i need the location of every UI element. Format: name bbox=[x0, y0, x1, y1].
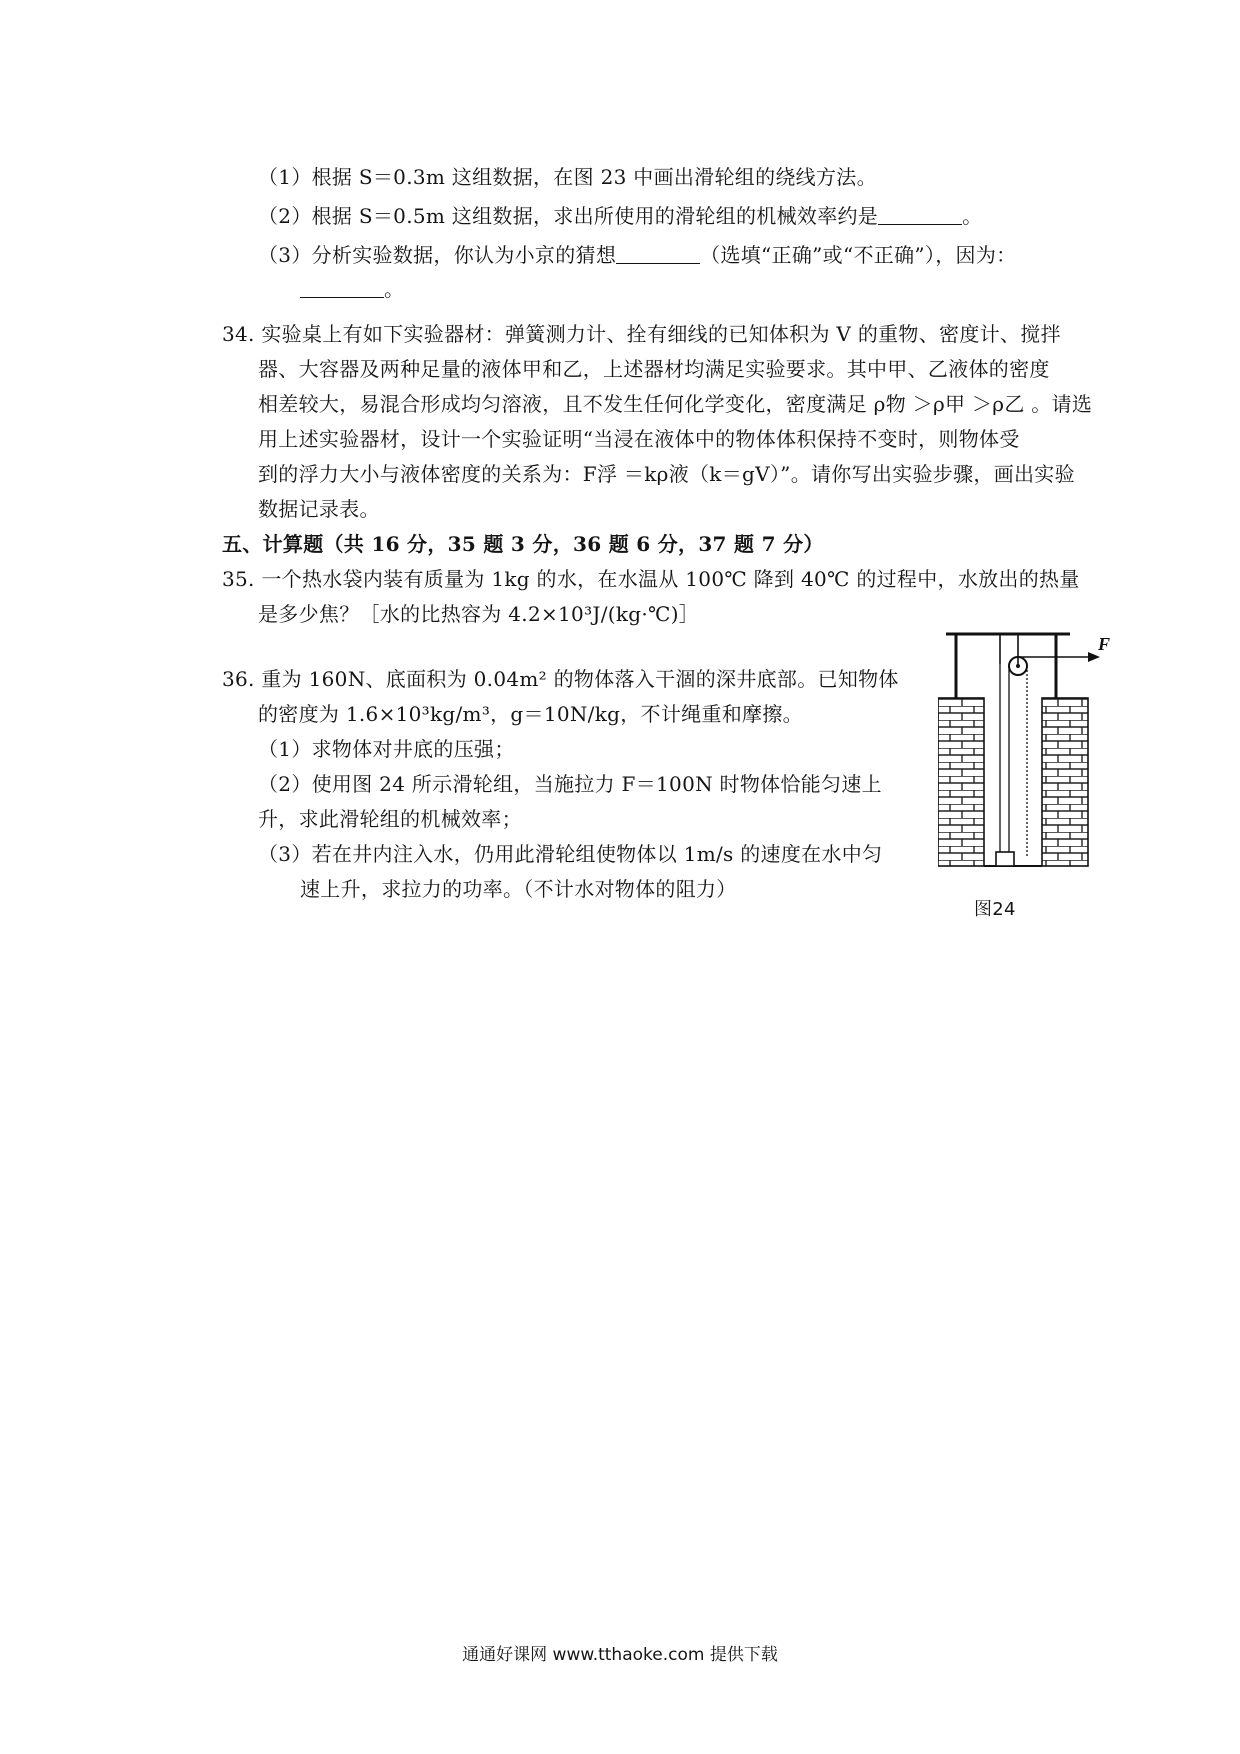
force-label: F bbox=[1098, 634, 1111, 654]
q33-part1: （1）根据 S＝0.3m 这组数据，在图 23 中画出滑轮组的绕线方法。 bbox=[258, 165, 877, 189]
q34-line6: 数据记录表。 bbox=[258, 497, 380, 521]
q36-line2: 的密度为 1.6×10³kg/m³，g＝10N/kg，不计绳重和摩擦。 bbox=[258, 702, 803, 726]
q34-line1: 34. 实验桌上有如下实验器材：弹簧测力计、拴有细线的已知体积为 V 的重物、密度计、搅拌 bbox=[222, 322, 1061, 346]
section-heading: 五、计算题（共 16 分，35 题 3 分，36 题 6 分，37 题 7 分） bbox=[222, 532, 824, 556]
q33-part2 bbox=[258, 201, 982, 231]
q33-part2-text: （2）根据 S＝0.5m 这组数据，求出所使用的滑轮组的机械效率约是 bbox=[258, 204, 879, 228]
q33-part3-end: 。 bbox=[384, 277, 405, 301]
q33-part3-text-b: （选填“正确”或“不正确”），因为： bbox=[700, 243, 1017, 267]
q36-line1: 36. 重为 160N、底面积为 0.04m² 的物体落入干涸的深井底部。已知物体 bbox=[222, 667, 899, 691]
footer-download-note: 通通好课网 www.tthaoke.com 提供下载 bbox=[462, 1645, 778, 1665]
answer-blank bbox=[300, 277, 384, 298]
q34-line5: 到的浮力大小与液体密度的关系为：F浮 ＝kρ液（k＝gV）”。请你写出实验步骤，画出实验 bbox=[258, 462, 1075, 486]
q34-line4: 用上述实验器材，设计一个实验证明“当浸在液体中的物体体积保持不变时，则物体受 bbox=[258, 427, 1020, 451]
q33-part2-end: 。 bbox=[962, 204, 983, 228]
q36-line7: 速上升，求拉力的功率。（不计水对物体的阻力） bbox=[300, 877, 737, 901]
q36-line4: （2）使用图 24 所示滑轮组，当施拉力 F＝100N 时物体恰能匀速上 bbox=[258, 772, 882, 796]
q36-line6: （3）若在井内注入水，仍用此滑轮组使物体以 1m/s 的速度在水中匀 bbox=[258, 842, 883, 866]
q34-line3: 相差较大，易混合形成均匀溶液，且不发生任何化学变化，密度满足 ρ物 ＞ρ甲 ＞ρ乙 。请选 bbox=[258, 392, 1093, 416]
q34-line2: 器、大容器及两种足量的液体甲和乙，上述器材均满足实验要求。其中甲、乙液体的密度 bbox=[258, 357, 1050, 381]
q33-part3-cont bbox=[300, 274, 404, 304]
well-pulley-diagram bbox=[938, 622, 1128, 892]
figure-caption: 图24 bbox=[974, 899, 1016, 920]
q36-line3: （1）求物体对井底的压强； bbox=[258, 737, 515, 761]
q35-line1: 35. 一个热水袋内装有质量为 1kg 的水，在水温从 100℃ 降到 40℃ 的过程中，水放出的热量 bbox=[222, 567, 1080, 591]
answer-blank bbox=[878, 204, 962, 225]
q33-part3 bbox=[258, 240, 1016, 270]
answer-blank bbox=[616, 243, 700, 264]
q36-line5: 升，求此滑轮组的机械效率； bbox=[258, 807, 522, 831]
q35-line2: 是多少焦？［水的比热容为 4.2×10³J/(kg·℃)］ bbox=[258, 602, 700, 626]
q33-part3-text-a: （3）分析实验数据，你认为小京的猜想 bbox=[258, 243, 617, 267]
